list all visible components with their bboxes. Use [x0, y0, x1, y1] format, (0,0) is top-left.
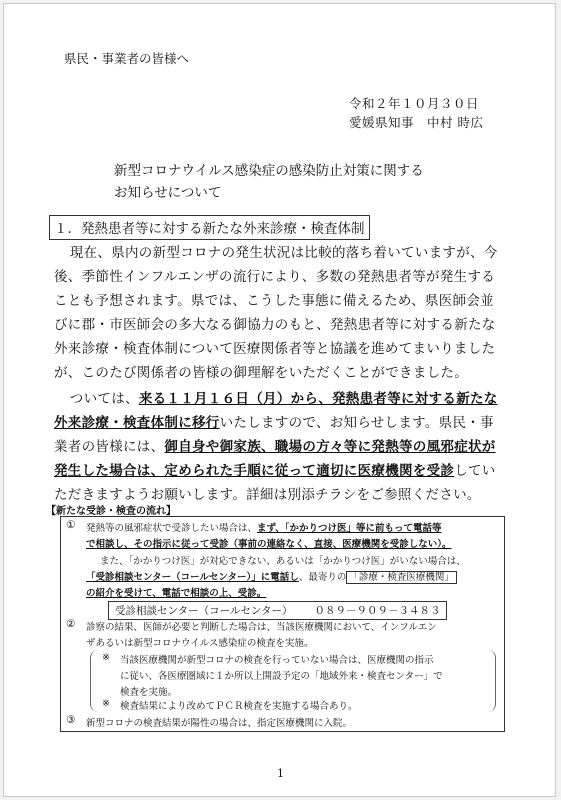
step-1-emphasis: まず、「かかりつけ医」等に前もって電話等	[257, 523, 442, 534]
paragraph1-line: 外来診療・検査体制について医療関係者等と協議を進めてまいりました	[54, 341, 496, 357]
consult-center-box	[108, 601, 447, 620]
note-1-line: に従い、各医療圏域に１か所以上開設予定の「地域外来・検査センター」で	[120, 671, 443, 682]
step-1-line	[86, 520, 442, 534]
paragraph1-line: 後、季節性インフルエンザの流行により、多数の発熱患者等が発生する	[54, 269, 496, 285]
note-1-line: 当該医療機関が新型コロナの検査を行っていない場合は、医療機関の指示	[120, 655, 434, 666]
paragraph1-line: ことも予想されます。県では、こうした事態に備えるため、県医師会並	[54, 293, 494, 309]
step-1-line: で相談し、その指示に従って受診（事前の連絡なく、直接、医療機関を受診しない）。	[86, 539, 452, 550]
document-page	[3, 3, 556, 797]
step-1-emphasis: 「受診相談センター（コールセンター）」に電話し	[86, 572, 299, 583]
paragraph2-emphasis: 来る１１月１６日（月）から、発熱患者等に対する新たな	[138, 391, 498, 407]
paragraph2-text: してい	[454, 463, 496, 479]
paragraph1-line: びに郡・市医師会の多大なる御協力のもと、発熱患者等に対する新たな	[54, 317, 496, 333]
page-number: 1	[277, 767, 284, 780]
paragraph2-line	[54, 459, 496, 479]
paragraph2-line: ただきますようお願いします。詳細は別添チラシをご参照ください。	[54, 487, 481, 503]
paragraph2-text: 業者の皆様には、	[54, 439, 165, 455]
step-1-text: 発熱等の風邪症状で受診したい場合は、	[86, 523, 258, 534]
step-3-line: 新型コロナの検査結果が陽性の場合は、指定医療機関に入院。	[86, 718, 353, 729]
paragraph2-line	[54, 411, 494, 431]
paragraph2-emphasis: 発生した場合は、定められた手順に従って適切に医療機関を受診	[54, 463, 455, 479]
note-1-line: 検査を実施。	[120, 687, 178, 698]
step-2-line: 診察の結果、医師が必要と判断した場合は、当該医療機関において、インフルエン	[86, 622, 437, 633]
consult-center-label: 受診相談センター（コールセンター）	[115, 605, 293, 617]
paragraph2-line	[54, 435, 496, 455]
flow-label: 【新たな受診・検査の流れ】	[46, 506, 176, 517]
issue-date: 令和２年１０月３０日	[349, 96, 480, 111]
step-1-number: ①	[66, 519, 76, 531]
paragraph1-line: が、このたび関係者の皆様の御理解をいただくことができました。	[54, 365, 468, 381]
paragraph2-text: ついては、	[56, 391, 139, 407]
document-title-line-2: お知らせについて	[114, 185, 222, 201]
section-heading: １．発熱患者等に対する新たな外来診療・検査体制	[49, 215, 370, 240]
addressee: 県民・事業者の皆様へ	[64, 51, 190, 66]
note-mark: ※	[102, 698, 110, 709]
paragraph2-text: いたしますので、お知らせします。県民・事	[219, 415, 494, 431]
step-2-line: ザあるいは新型コロナウイルス感染症の検査を実施。	[86, 638, 314, 649]
step-1-line	[86, 569, 457, 583]
note-mark: ※	[102, 652, 110, 663]
step-1-line: また、「かかりつけ医」が対応できない、あるいは「かかりつけ医」がいない場合は、	[100, 556, 466, 567]
note-2-line: 検査結果により改めてＰＣＲ検査を実施する場合あり。	[120, 701, 358, 712]
step-2-number: ②	[66, 618, 76, 630]
paragraph2-emphasis: 御自身や御家族、職場の方々等に発熱等の風邪症状が	[164, 439, 496, 455]
step-1-boxed-term: 「診療・検査医療機関」	[346, 571, 457, 584]
step-3-number: ③	[66, 714, 76, 726]
step-1-text: 、最寄りの	[298, 572, 347, 583]
paragraph2-emphasis: 外来診療・検査体制に移行	[54, 415, 220, 431]
step-1-line: の紹介を受けて、電話で相談の上、受診。	[86, 588, 267, 599]
consult-center-phone: ０８９－９０９－３４８３	[314, 605, 441, 617]
author-signature: 愛媛県知事 中村 時広	[349, 115, 484, 130]
paragraph2-line	[56, 387, 498, 407]
paragraph1-line: 現在、県内の新型コロナの発生状況は比較的落ち着いていますが、今	[56, 245, 498, 261]
document-title-line-1: 新型コロナウイルス感染症の感染防止対策に関する	[114, 163, 424, 179]
